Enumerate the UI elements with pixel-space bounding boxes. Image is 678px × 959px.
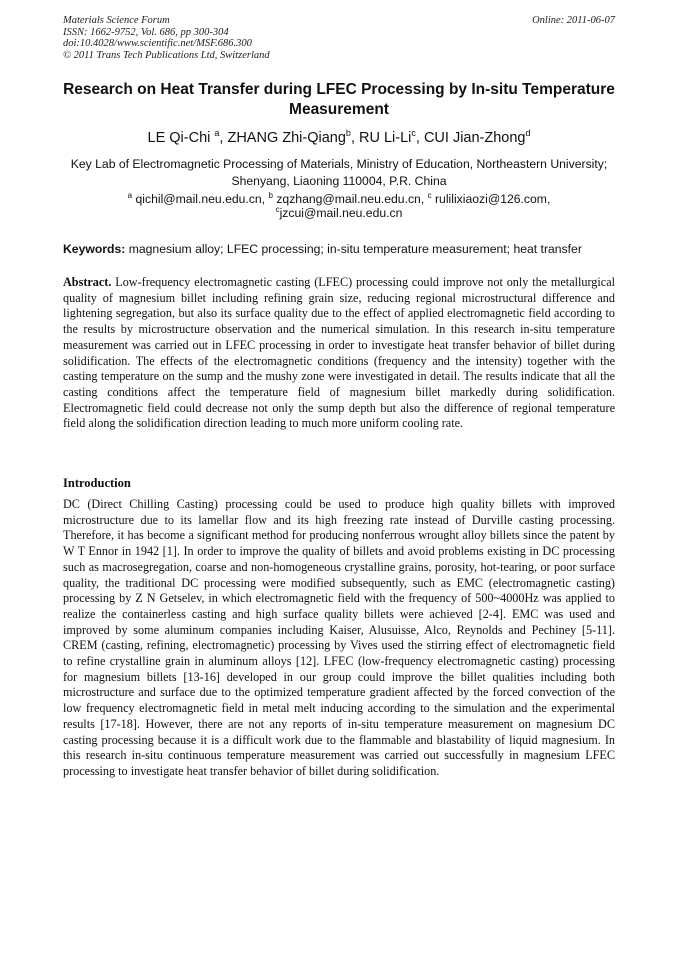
paper-title: Research on Heat Transfer during LFEC Processing by In-situ Temperature Measurement (63, 81, 615, 118)
email-mark: b (268, 190, 273, 200)
section-heading: Introduction (63, 476, 131, 490)
email-link[interactable]: jzcui@mail.neu.edu.cn (279, 206, 403, 220)
journal-doi[interactable]: doi:10.4028/www.scientific.net/MSF.686.300 (63, 38, 252, 49)
email-link[interactable]: rulilixiaozi@126.com (435, 192, 547, 206)
email-mark: c (427, 190, 432, 200)
abstract-text: Low-frequency electromagnetic casting (LFEC) processing could improve not only the metallurgical quality of magnesium billet including refining grain size, reducing regional microstructural difference and lightening segregation, but also its surface quality due to the effect of applied electromagnetic field according to the results by microstructure observation and the numerical simulation. In this research in-situ temperature measurement was carried out in LFEC processing in order to investigate heat transfer behavior of billet during solidification. The effects of the electromagnetic conditions (frequency and the intensity) together with the casting temperature on the sump and the mushy zone were investigated in detail. The results indicate that all the casting conditions affect the temperature field of magnesium billet markedly during solidification. Electromagnetic field could decrease not only the sump depth but also the difference of regional temperature field along the solidification direction leading to much more uniform cooling rate. (63, 275, 615, 431)
author-mark: b (345, 128, 351, 139)
keywords-label: Keywords: (63, 242, 126, 256)
email-link[interactable]: qichil@mail.neu.edu.cn (135, 192, 262, 206)
keywords-text: magnesium alloy; LFEC processing; in-situ temperature measurement; heat transfer (128, 242, 582, 256)
journal-copyright: © 2011 Trans Tech Publications Ltd, Switzerland (63, 49, 270, 61)
author-name: LE Qi-Chi (147, 130, 211, 146)
abstract-label: Abstract. (63, 275, 112, 289)
introduction-paragraph: DC (Direct Chilling Casting) processing could be used to produce high quality billets with improved microstructure due to its lamellar flow and its high freezing rate instead of Durville casting processing. Therefore, it has become a significant method for producing nonferrous wrought alloy billets since the patent by W T Ennor in 1942 [1]. In order to improve the quality of billets and avoid problems existing in DC processing such as macrosegregation, coarse and non-homogeneous crystalline grains, porosity, hot-tearing, or poor surface quality, the traditional DC processing were modified subsequently, such as EMC (electromagnetic casting) processing by Z N Getselev, in which electromagnetic field with the frequency of 500~4000Hz was applied to realize the containerless casting and high surface quality billets were achieved [2-4]. EMC was used and improved by some aluminum companies including Kaiser, Alusuisse, Alco, Reynolds and Pechiney [5-11]. CREM (casting, refining, electromagnetic) processing by Vives used the stirring effect of electromagnetic field to refine crystalline grain in aluminum alloys [12]. LFEC (low-frequency electromagnetic casting) processing for magnesium billets [13-16] developed in our group could improve the billet qualities including both microstructure and surface due to the optimized temperature gradient affected by the forced convection of the low frequency electromagnetic field in metal melt inducing according to the simulation and the experimental results [17-18]. However, there are not any reports of in-situ temperature measurement on magnesium DC casting processing because it is a difficult work due to the flammable and blastability of liquid magnesium. In this research in-situ continuous temperature measurement was carried out successfully in magnesium LFEC processing to investigate heat transfer behavior of billet during solidification. (63, 497, 615, 778)
affiliation-line: Shenyang, Liaoning 110004, P.R. China (231, 174, 447, 188)
abstract (63, 275, 615, 432)
author-list: LE Qi-Chi $^a$, ZHANG Zhi-Qiang$^b$, RU Li-Li$^c$, CUI Jian-Zhong$^d$ (147, 128, 531, 146)
journal-name: Materials Science Forum (63, 15, 170, 26)
author-name: ZHANG Zhi-Qiang (227, 130, 346, 146)
email-link[interactable]: zqzhang@mail.neu.edu.cn (276, 192, 421, 206)
email-list: $^a$ qichil@mail.neu.edu.cn, $^b$ zqzhang@mail.neu.edu.cn, $^c$ rulilixiaozi@126.com, $^c$jzcui@mail.neu.edu.cn (127, 190, 551, 220)
keywords (63, 242, 615, 256)
author-name: RU Li-Li (359, 130, 412, 146)
journal-header (63, 15, 615, 61)
author-mark: d (525, 128, 531, 139)
affiliation (63, 156, 615, 190)
online-date: Online: 2011-06-07 (532, 15, 615, 26)
affiliation-line: Key Lab of Electromagnetic Processing of Materials, Ministry of Education, Northeastern University; (70, 157, 608, 171)
author-name: CUI Jian-Zhong (423, 130, 526, 146)
author-mark: a (214, 128, 220, 139)
email-mark: c (275, 204, 280, 214)
author-mark: c (411, 128, 416, 139)
email-mark: a (127, 190, 133, 200)
journal-issn: ISSN: 1662-9752, Vol. 686, pp 300-304 (63, 26, 229, 38)
